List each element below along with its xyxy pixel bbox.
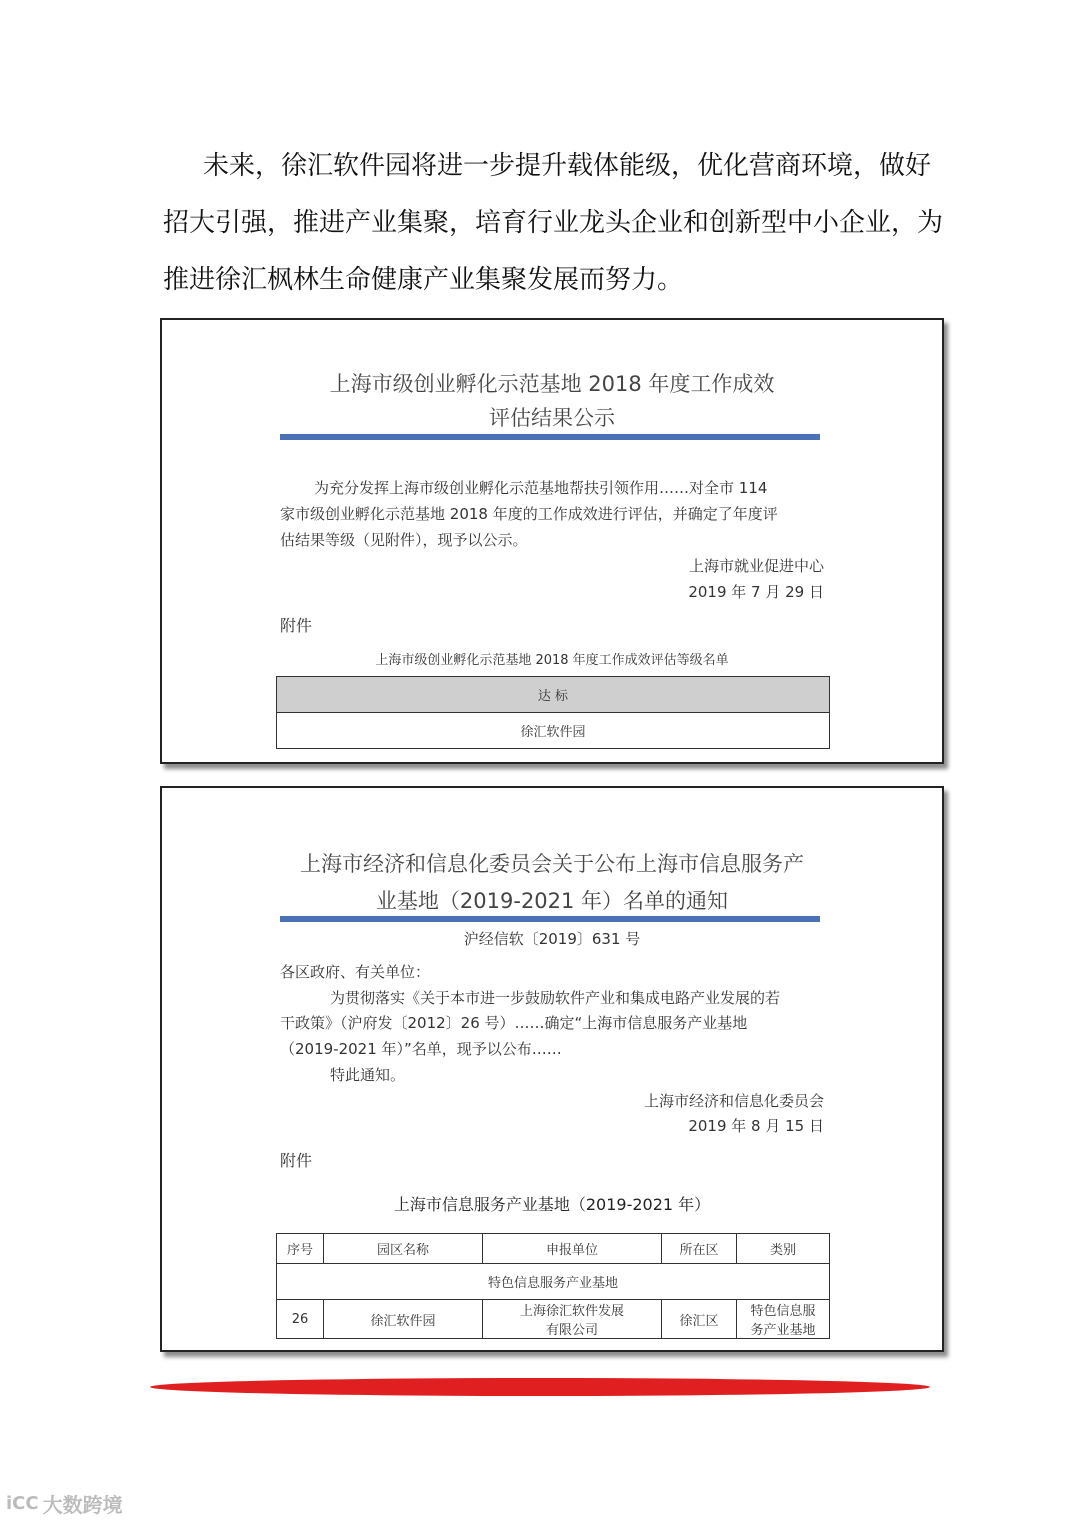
date: 2019 年 8 月 15 日 bbox=[688, 1117, 824, 1135]
cell-park: 徐汇软件园 bbox=[324, 1300, 483, 1339]
body-line: （2019-2021 年）”名单，现予以公布…… bbox=[280, 1040, 562, 1058]
table-title: 上海市级创业孵化示范基地 2018 年度工作成效评估等级名单 bbox=[375, 653, 729, 668]
intro-line: 推进徐汇枫林生命健康产业集聚发展而努力。 bbox=[163, 265, 684, 295]
column-header: 所在区 bbox=[662, 1234, 737, 1264]
cell-unit-line: 有限公司 bbox=[545, 1323, 598, 1338]
attachment-label: 附件 bbox=[280, 1151, 313, 1170]
panel-title: 上海市级创业孵化示范基地 2018 年度工作成效 bbox=[329, 372, 775, 396]
cell-unit bbox=[483, 1300, 662, 1339]
column-header: 类别 bbox=[737, 1234, 830, 1264]
watermark-logo-icon: iCC bbox=[6, 1493, 39, 1514]
watermark-text: 大数跨境 bbox=[42, 1493, 123, 1517]
signer: 上海市经济和信息化委员会 bbox=[643, 1092, 824, 1110]
notice-panel-info-service bbox=[160, 786, 944, 1352]
intro-line: 未来，徐汇软件园将进一步提升载体能级，优化营商环境，做好 bbox=[203, 151, 932, 181]
base-list-table bbox=[276, 1233, 830, 1339]
cell-unit-line: 上海徐汇软件发展 bbox=[519, 1304, 624, 1319]
column-header: 园区名称 bbox=[324, 1234, 483, 1264]
title-underline bbox=[280, 916, 820, 922]
body-line: 家市级创业孵化示范基地 2018 年度的工作成效进行评估，并确定了年度评 bbox=[280, 505, 778, 523]
body-line: 为贯彻落实《关于本市进一步鼓励软件产业和集成电路产业发展的若 bbox=[330, 989, 781, 1007]
attachment-label: 附件 bbox=[280, 616, 313, 635]
body-line: 特此通知。 bbox=[330, 1066, 406, 1084]
cell-district: 徐汇区 bbox=[662, 1300, 737, 1339]
table-header: 达 标 bbox=[277, 677, 830, 713]
signer: 上海市就业促进中心 bbox=[688, 557, 824, 575]
intro-paragraph bbox=[163, 138, 944, 309]
table-cell: 徐汇软件园 bbox=[277, 713, 830, 749]
table-title: 上海市信息服务产业基地（2019-2021 年） bbox=[393, 1195, 711, 1214]
column-header: 序号 bbox=[277, 1234, 324, 1264]
date: 2019 年 7 月 29 日 bbox=[688, 583, 824, 601]
cell-category bbox=[737, 1300, 830, 1339]
cell-no: 26 bbox=[277, 1300, 324, 1339]
salutation: 各区政府、有关单位： bbox=[280, 963, 431, 981]
group-row bbox=[277, 1264, 830, 1300]
panel-title: 业基地（2019-2021 年）名单的通知 bbox=[375, 889, 729, 913]
red-divider bbox=[150, 1378, 930, 1396]
column-header: 申报单位 bbox=[483, 1234, 662, 1264]
notice-panel-incubation bbox=[160, 318, 944, 764]
body-line: 干政策》（沪府发〔2012〕26 号）……确定“上海市信息服务产业基地 bbox=[280, 1014, 748, 1032]
doc-number: 沪经信软〔2019〕631 号 bbox=[463, 930, 641, 948]
panel-title: 评估结果公示 bbox=[489, 406, 615, 430]
intro-line: 招大引强，推进产业集聚，培育行业龙头企业和创新型中小企业，为 bbox=[163, 208, 944, 238]
table-header-row bbox=[277, 1234, 830, 1264]
cell-category-line: 务产业基地 bbox=[750, 1323, 816, 1338]
table-row bbox=[277, 1300, 830, 1339]
result-table bbox=[276, 676, 830, 749]
title-underline bbox=[280, 434, 820, 440]
table-header-row bbox=[277, 677, 830, 713]
table-row bbox=[277, 713, 830, 749]
body-line: 为充分发挥上海市级创业孵化示范基地帮扶引领作用……对全市 114 bbox=[314, 479, 768, 497]
cell-category-line: 特色信息服 bbox=[750, 1304, 816, 1319]
body-line: 估结果等级（见附件），现予以公示。 bbox=[280, 531, 528, 549]
panel-title: 上海市经济和信息化委员会关于公布上海市信息服务产 bbox=[300, 852, 804, 876]
watermark bbox=[6, 1489, 123, 1518]
group-cell: 特色信息服务产业基地 bbox=[277, 1264, 830, 1300]
